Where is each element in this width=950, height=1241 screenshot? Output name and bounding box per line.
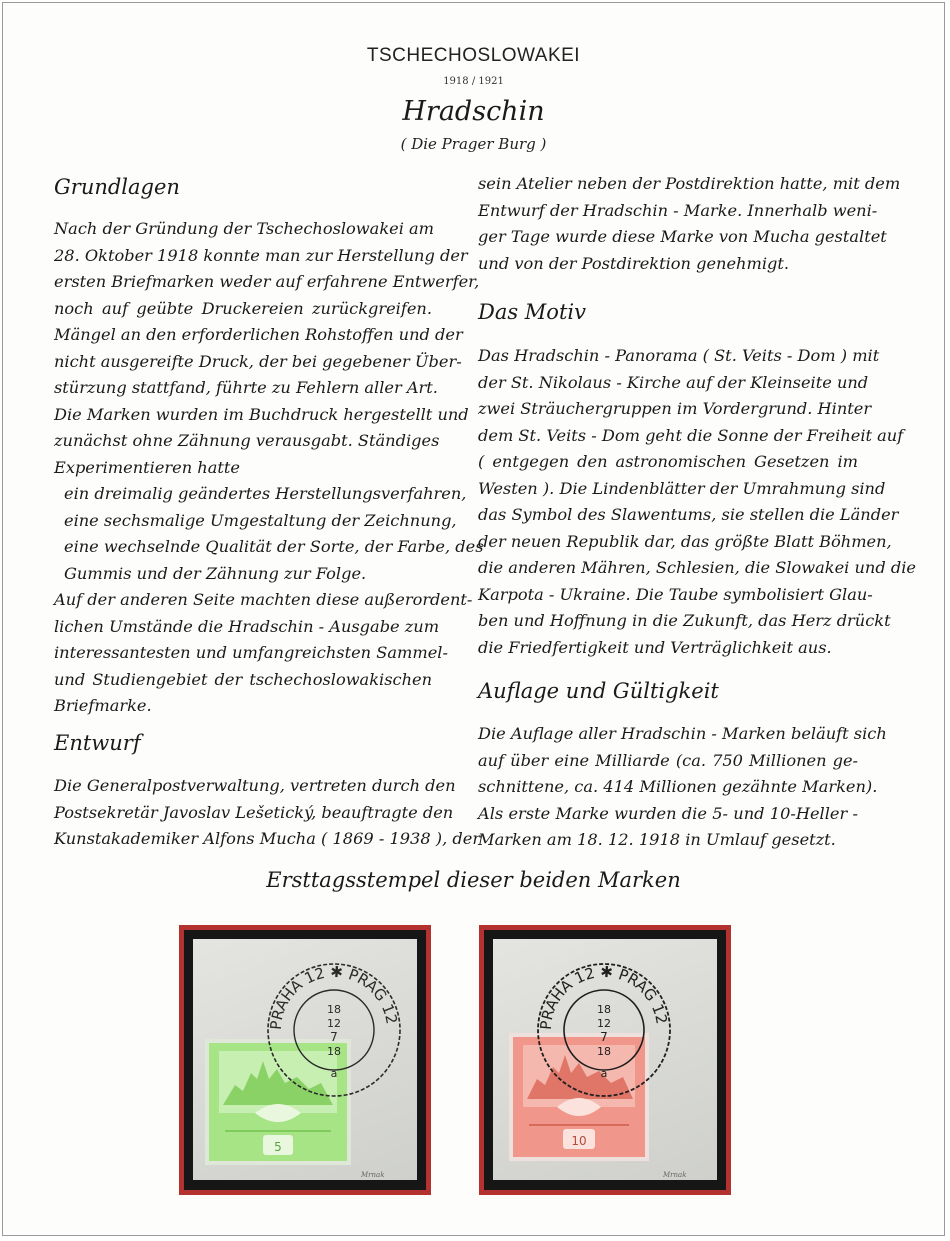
postmark-left-text: PRAHA 12 ✱ PRAG 12 [266, 962, 401, 1031]
text-line: schnittene, ca. 414 Millionen gezähnte Marken). [478, 777, 878, 796]
pm-left-year: 18 [327, 1045, 341, 1058]
mount-frame [184, 930, 426, 1190]
text-line: Briefmarke. [54, 696, 152, 715]
text-line: auf über eine Milliarde (ca. 750 Millionen ge- [478, 750, 858, 770]
mount-frame [484, 930, 726, 1190]
pm-right-letter: a [600, 1067, 608, 1080]
text-line: und Studiengebiet der tschechoslowakischen [54, 669, 432, 689]
stamp-cover-piece [193, 939, 417, 1180]
pm-right-year: 18 [597, 1045, 611, 1058]
text-line: der St. Nikolaus - Kirche auf der Kleinseite und [478, 372, 869, 392]
text-line: Experimentieren hatte [54, 457, 240, 477]
text-line: stürzung stattfand, führte zu Fehlern aller Art. [54, 378, 438, 397]
page-subtitle: ( Die Prager Burg ) [400, 135, 547, 153]
stamps-caption: Ersttagsstempel dieser beiden Marken [266, 868, 681, 892]
album-page [2, 2, 945, 1236]
text-line: ben und Hoffnung in die Zukunft, das Herz drückt [478, 611, 891, 630]
stamp-cover-piece [493, 939, 717, 1180]
text-line: Die Generalpostverwaltung, vertreten durch den [54, 776, 456, 795]
section-text-entwurf [54, 773, 481, 853]
pm-right-day: 18 [597, 1003, 611, 1016]
country-heading: TSCHECHOSLOWAKEI [366, 45, 581, 66]
text-line: Das Hradschin - Panorama ( St. Veits - Dom ) mit [478, 346, 880, 365]
text-line: eine wechselnde Qualität der Sorte, der Farbe, des [64, 537, 484, 556]
text-line: zwei Sträuchergruppen im Vordergrund. Hinter [478, 399, 872, 418]
text-line: die Friedfertigkeit und Verträglichkeit aus. [478, 637, 832, 657]
section-text-grundlagen [54, 216, 484, 720]
text-line: ersten Briefmarken weder auf erfahrene Entwerfer, [54, 272, 480, 291]
text-line: Karpota - Ukraine. Die Taube symbolisiert Glau- [478, 584, 873, 604]
text-line: dem St. Veits - Dom geht die Sonne der Freiheit auf [478, 425, 904, 445]
text-line: zunächst ohne Zähnung verausgabt. Ständiges [54, 431, 440, 450]
postmark-left [261, 957, 407, 1103]
text-line: Auf der anderen Seite machten diese außerordent- [54, 590, 473, 609]
stamp-value-5: 5 [274, 1140, 282, 1154]
text-line: ger Tage wurde diese Marke von Mucha gestaltet [478, 227, 887, 246]
section-text-auflage [478, 721, 887, 854]
text-line: 28. Oktober 1918 konnte man zur Herstellung der [54, 245, 468, 265]
text-line: Als erste Marke wurden die 5- und 10-Heller - [478, 803, 858, 823]
stamp-value-10: 10 [571, 1134, 587, 1148]
expert-signature-right: Mrnak [663, 1171, 687, 1179]
pm-left-day: 18 [327, 1003, 341, 1016]
text-line: ( entgegen den astronomischen Gesetzen im [478, 452, 858, 471]
issue-years: 1918 / 1921 [443, 76, 504, 87]
text-line: noch auf geübte Druckereien zurückgreifen. [54, 298, 432, 318]
postmark-right [531, 957, 677, 1103]
text-line: interessantesten und umfangreichsten Sammel- [54, 643, 448, 662]
section-title-motiv: Das Motiv [478, 300, 586, 324]
stamp-mount-right [479, 925, 731, 1195]
page-title: Hradschin [402, 96, 545, 127]
text-line: eine sechsmalige Umgestaltung der Zeichnung, [64, 510, 457, 530]
pm-left-letter: a [330, 1067, 338, 1080]
text-line: Marken am 18. 12. 1918 in Umlauf gesetzt. [478, 830, 836, 849]
text-line: lichen Umstände die Hradschin - Ausgabe zum [54, 616, 440, 636]
postmark-right-text: PRAHA 12 ✱ PRAG 12 [536, 962, 671, 1031]
expert-signature-left: Mrnak [361, 1171, 385, 1179]
text-line: Entwurf der Hradschin - Marke. Innerhalb weni- [478, 200, 878, 220]
pm-left-month: 12 [327, 1017, 341, 1030]
text-line: nicht ausgereifte Druck, der bei gegebener Über- [54, 351, 462, 371]
text-line: Die Auflage aller Hradschin - Marken beläuft sich [478, 724, 887, 743]
text-line: Kunstakademiker Alfons Mucha ( 1869 - 1938 ), der [54, 829, 481, 848]
text-line: ein dreimalig geändertes Herstellungsverfahren, [64, 484, 467, 503]
text-line: Mängel an den erforderlichen Rohstoffen und der [54, 325, 463, 344]
text-line: die anderen Mähren, Schlesien, die Slowakei und die [478, 558, 916, 577]
pm-right-month: 12 [597, 1017, 611, 1030]
text-line: und von der Postdirektion genehmigt. [478, 253, 790, 273]
section-text-entwurf-continued [478, 171, 901, 277]
pm-right-hour: 7 [600, 1030, 608, 1044]
text-line: der neuen Republik dar, das größte Blatt Böhmen, [478, 531, 892, 551]
section-title-auflage: Auflage und Gültigkeit [478, 679, 719, 703]
pm-left-hour: 7 [330, 1030, 338, 1044]
stamp-mount-left [179, 925, 431, 1195]
text-line: Gummis und der Zähnung zur Folge. [64, 563, 367, 583]
section-text-motiv [478, 343, 916, 661]
text-line: Die Marken wurden im Buchdruck hergestellt und [54, 404, 469, 424]
text-line: Westen ). Die Lindenblätter der Umrahmung sind [478, 478, 886, 498]
text-line: das Symbol des Slawentums, sie stellen die Länder [478, 505, 899, 524]
section-title-entwurf: Entwurf [54, 731, 141, 755]
text-line: Postsekretär Javoslav Lešetický, beauftragte den [54, 802, 454, 822]
text-line: sein Atelier neben der Postdirektion hatte, mit dem [478, 174, 901, 193]
section-title-grundlagen: Grundlagen [54, 175, 180, 199]
text-line: Nach der Gründung der Tschechoslowakei am [54, 219, 435, 238]
